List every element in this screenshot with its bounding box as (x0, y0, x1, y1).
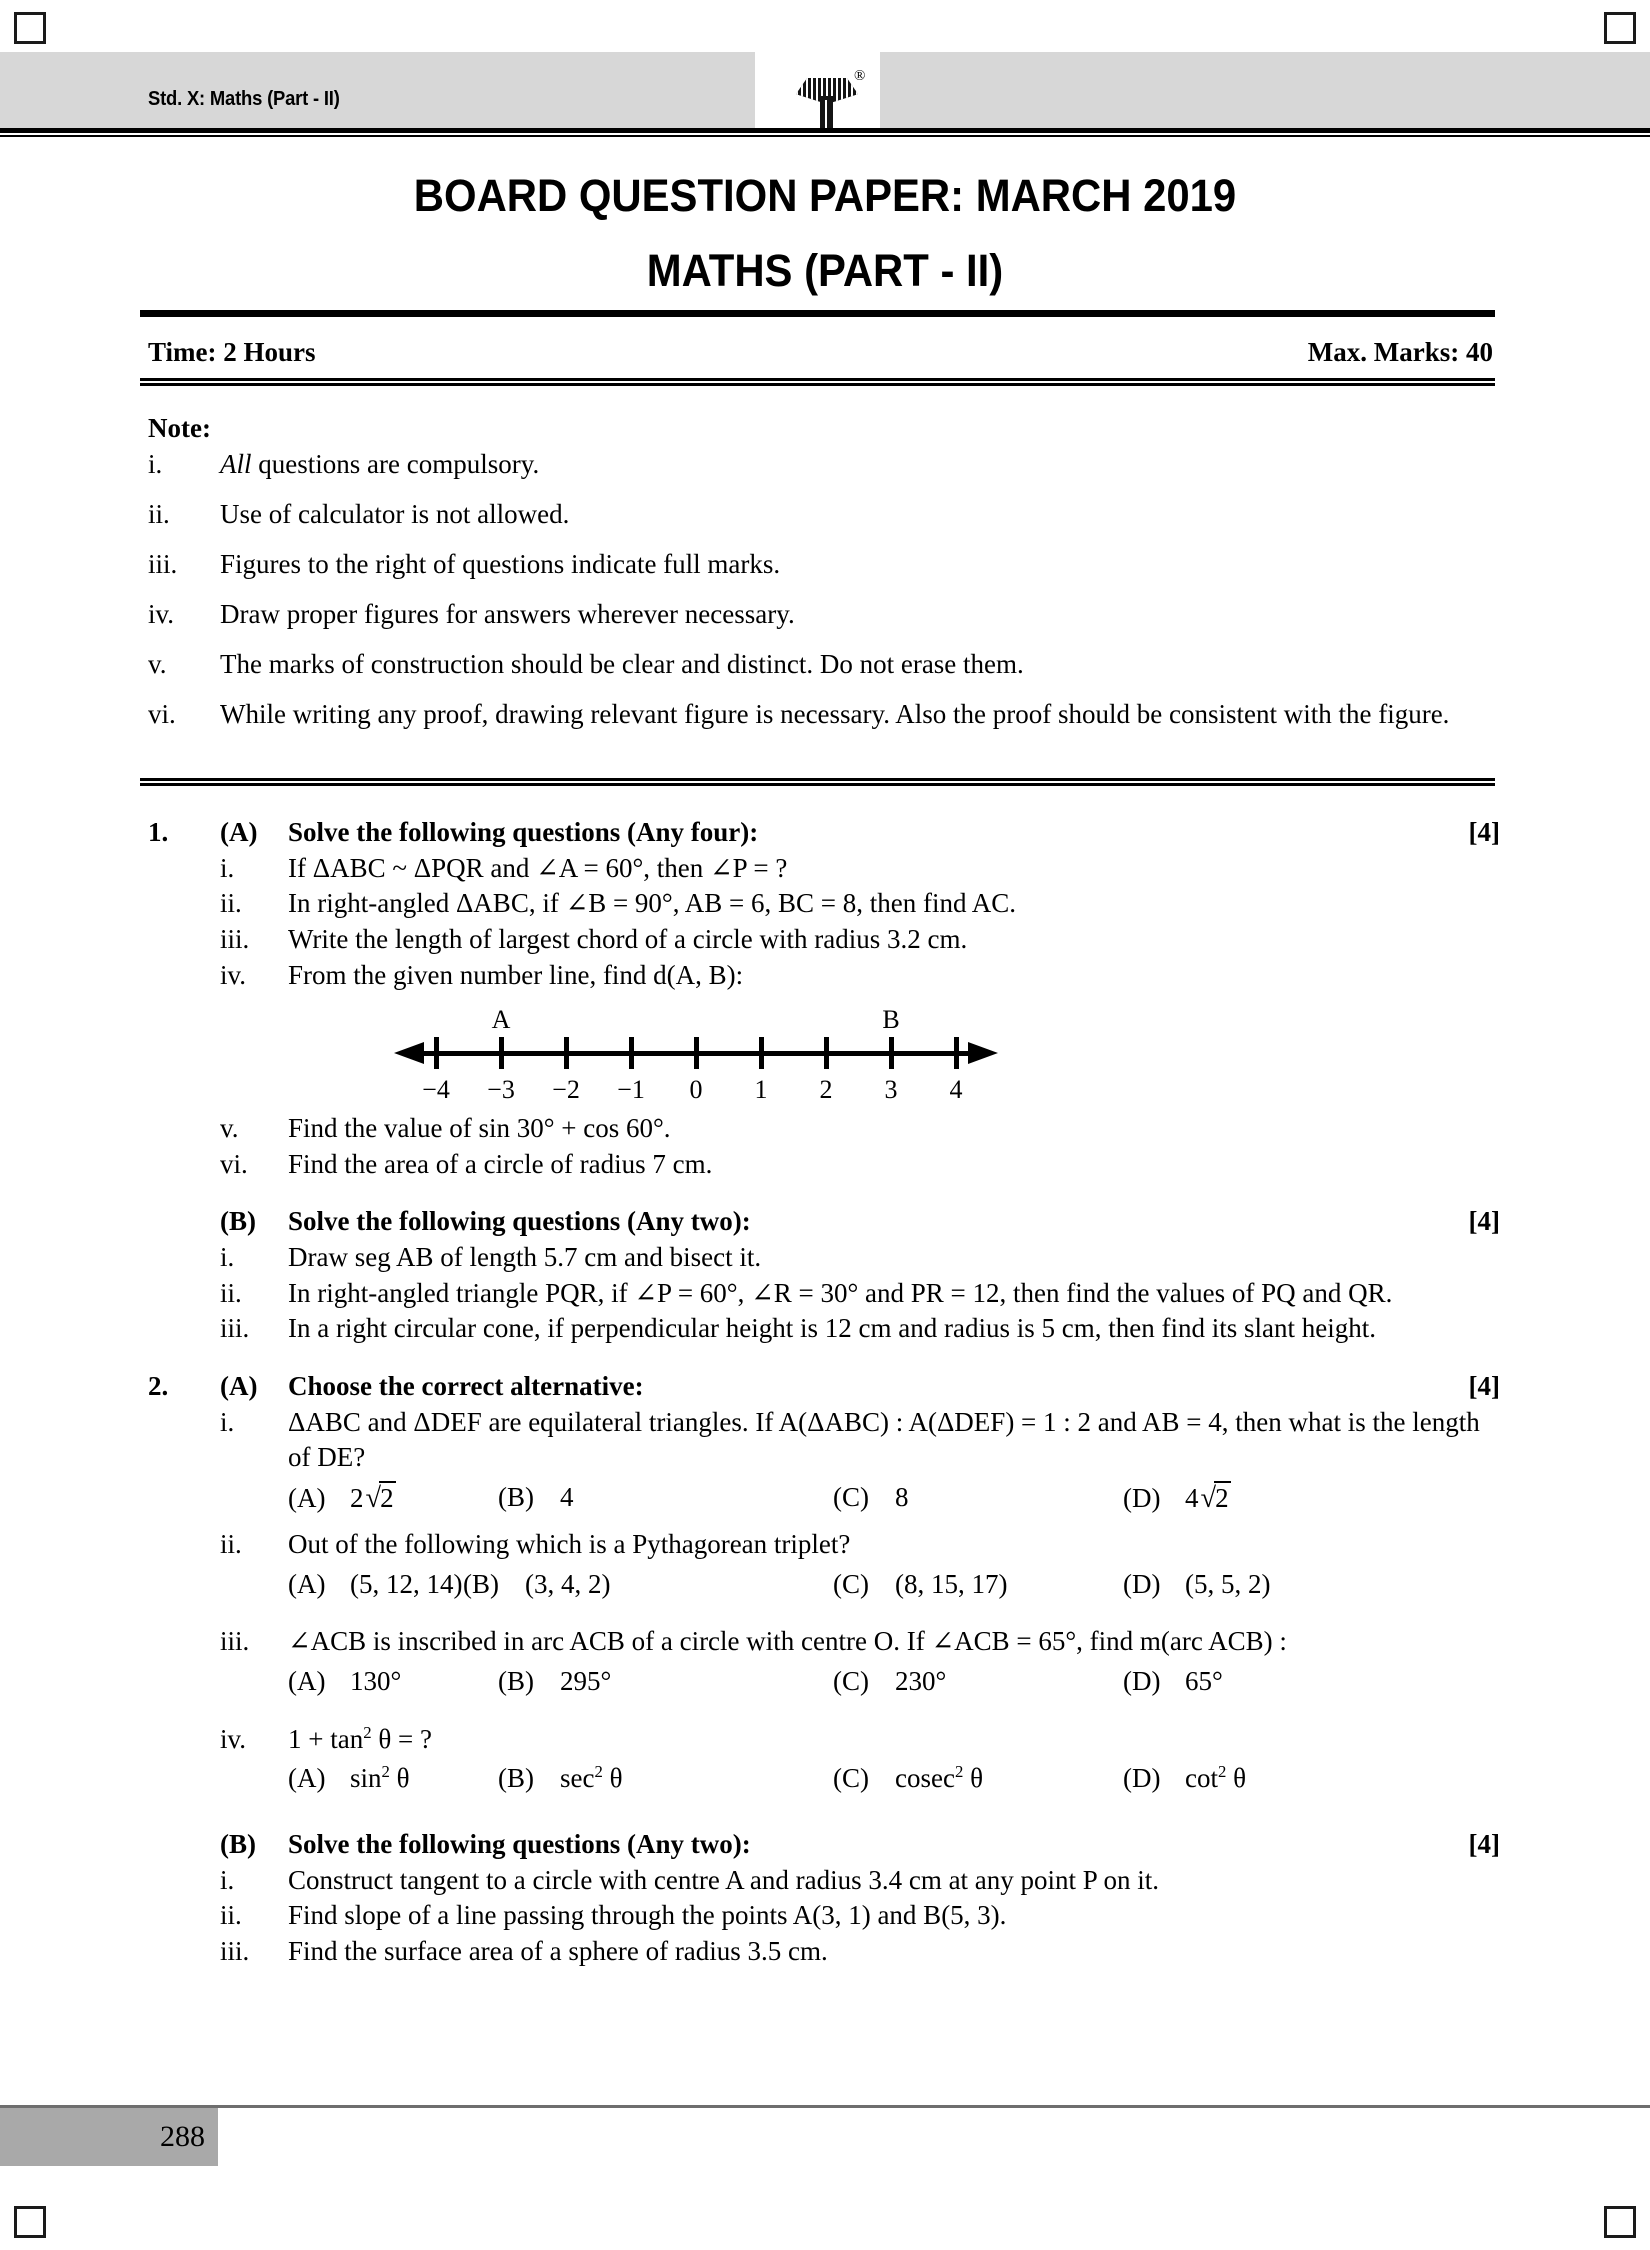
option-value: (3, 4, 2) (525, 1568, 611, 1599)
questions-container (148, 815, 1500, 1969)
question-2a-item (148, 1624, 1500, 1660)
number-line-figure (376, 999, 1016, 1111)
option-tag: (D) (1123, 1482, 1161, 1513)
option-value: (5, 12, 14) (350, 1568, 463, 1599)
target-logo-icon (788, 56, 880, 136)
option-tag: (C) (833, 1568, 869, 1599)
item-number: ii. (220, 1277, 242, 1308)
question-1a-tag: (A) (220, 817, 258, 847)
item-number: ii. (220, 1900, 242, 1931)
item-text: Out of the following which is a Pythagorean triplet? (288, 1529, 851, 1560)
note-item-number: vi. (148, 699, 176, 730)
option-tag: (A) (288, 1568, 326, 1599)
number-line-label: −2 (552, 1075, 580, 1105)
item-number: iii. (220, 1935, 250, 1966)
item-number: i. (220, 1242, 235, 1272)
number-line-tick (759, 1037, 764, 1069)
question-1a-item (148, 851, 1500, 887)
question-2b-item (148, 1863, 1500, 1899)
header-strip-right (880, 52, 1650, 134)
number-line-axis (422, 1051, 982, 1056)
note-item-number: iii. (148, 549, 178, 580)
note-item-number: v. (148, 649, 167, 680)
item-text: In right-angled ΔABC, if ∠B = 90°, AB = 6, BC = 8, then find AC. (288, 888, 1016, 919)
option-d[interactable] (1123, 1567, 1373, 1603)
page-title: BOARD QUESTION PAPER: MARCH 2019 (413, 170, 1237, 221)
item-number: iii. (220, 923, 250, 954)
number-line-point-a: A (491, 1005, 511, 1035)
number-line-tick (629, 1037, 634, 1069)
note-item (148, 697, 1500, 731)
title-underline (140, 310, 1495, 317)
note-item (148, 447, 1500, 481)
item-number: ii. (220, 888, 242, 919)
exam-max-marks: Max. Marks: 40 (1307, 337, 1493, 367)
option-group (288, 1761, 1500, 1797)
question-1a-item (148, 1111, 1500, 1147)
note-list (148, 447, 1500, 747)
option-group (288, 1664, 1500, 1700)
header-strip-left (0, 52, 755, 134)
question-1b-heading: Solve the following questions (Any two): (288, 1206, 751, 1237)
number-line-label: −3 (487, 1075, 515, 1105)
option-value: 65° (1185, 1666, 1223, 1697)
note-item-emphasis: All (220, 449, 252, 479)
item-text: $1 + \tan^2 \theta$ = ? (288, 1722, 432, 1754)
item-number: iii. (220, 1313, 250, 1344)
item-text: Construct tangent to a circle with centre A and radius 3.4 cm at any point P on it. (288, 1864, 1160, 1895)
option-tag: (D) (1123, 1666, 1161, 1697)
note-item-text (220, 447, 1500, 481)
option-d[interactable] (1123, 1664, 1373, 1700)
option-c[interactable] (833, 1664, 1123, 1700)
option-tag: (A) (288, 1763, 326, 1794)
item-text: If ΔABC ~ ΔPQR and ∠A = 60°, then ∠P = ? (288, 852, 788, 883)
option-a[interactable] (288, 1567, 463, 1603)
option-group (288, 1567, 1500, 1603)
question-2a-item-options-row (148, 1757, 1500, 1797)
item-text: In a right circular cone, if perpendicular height is 12 cm and radius is 5 cm, then find its slant height. (288, 1313, 1376, 1344)
note-item-number: iv. (148, 599, 174, 630)
question-2a-item (148, 1405, 1500, 1476)
number-line-tick (499, 1037, 504, 1069)
crop-mark-bottom-right (1604, 2206, 1636, 2238)
item-number: i. (220, 1406, 235, 1437)
number-line-tick (889, 1037, 894, 1069)
exam-time: Time: 2 Hours (148, 337, 316, 367)
option-value: (5, 5, 2) (1185, 1568, 1271, 1599)
question-2b-heading: Solve the following questions (Any two): (288, 1828, 751, 1859)
option-group (288, 1480, 1500, 1517)
option-value: 130° (350, 1666, 402, 1697)
running-header-label: Std. X: Maths (Part - II) (148, 88, 340, 110)
note-item (148, 547, 1500, 581)
number-line-label: 0 (689, 1075, 703, 1105)
item-text: Draw seg AB of length 5.7 cm and bisect it. (288, 1242, 762, 1272)
question-1a-item (148, 886, 1500, 922)
item-text: Find slope of a line passing through the points A(3, 1) and B(5, 3). (288, 1900, 1007, 1931)
note-item-number: i. (148, 449, 163, 479)
option-d[interactable] (1123, 1480, 1373, 1517)
option-b[interactable] (498, 1664, 833, 1700)
note-item (148, 597, 1500, 631)
question-1a-item (148, 958, 1500, 994)
item-number: iv. (220, 1723, 246, 1754)
item-number: iii. (220, 1626, 250, 1657)
number-line-tick (694, 1037, 699, 1069)
number-line-arrow-left-icon (394, 1042, 424, 1064)
question-1b-item (148, 1240, 1500, 1276)
option-b[interactable] (498, 1761, 833, 1797)
option-value: cosec$^2$ θ (895, 1762, 984, 1794)
meta-divider (140, 378, 1495, 386)
note-item-text: While writing any proof, drawing relevant figure is necessary. Also the proof should be consistent with the figure. (220, 699, 1450, 730)
option-value: (8, 15, 17) (895, 1568, 1008, 1599)
footer-divider (0, 2105, 1650, 2108)
number-line-tick (824, 1037, 829, 1069)
option-a[interactable] (288, 1480, 498, 1517)
item-text: ∠ACB is inscribed in arc ACB of a circle with centre O. If ∠ACB = 65°, find m(arc ACB) : (288, 1626, 1287, 1657)
note-item (148, 497, 1500, 531)
number-line-tick (564, 1037, 569, 1069)
number-line-tick (434, 1037, 439, 1069)
note-heading: Note: (148, 413, 211, 443)
option-value: 230° (895, 1666, 947, 1697)
question-2b-heading-row (148, 1827, 1500, 1863)
option-tag: (C) (833, 1666, 869, 1697)
number-line-label: 3 (884, 1075, 898, 1105)
option-tag: (B) (498, 1481, 534, 1512)
question-2a-heading-row (148, 1369, 1500, 1405)
item-text: ΔABC and ΔDEF are equilateral triangles. If A(ΔABC) : A(ΔDEF) = 1 : 2 and AB = 4, then what is the length of DE? (288, 1406, 1480, 1473)
question-1b-marks: [4] (1468, 1206, 1500, 1237)
option-d[interactable] (1123, 1761, 1373, 1797)
option-tag: (B) (498, 1666, 534, 1697)
question-2-number: 2. (148, 1370, 169, 1401)
question-1a-heading: Solve the following questions (Any four): (288, 817, 759, 847)
option-value: 295° (560, 1666, 612, 1697)
item-text: In right-angled triangle PQR, if ∠P = 60°, ∠R = 30° and PR = 12, then find the values of PQ and QR. (288, 1277, 1393, 1308)
number-line-label: 2 (819, 1075, 833, 1105)
question-2b-item (148, 1934, 1500, 1970)
question-1b-tag: (B) (220, 1206, 256, 1237)
number-line-label: 1 (754, 1075, 768, 1105)
option-a[interactable] (288, 1664, 498, 1700)
number-line-label: −1 (617, 1075, 645, 1105)
page-subtitle: MATHS (PART - II) (646, 245, 1004, 296)
question-1a-heading-row (148, 815, 1500, 851)
number-line-tick (954, 1037, 959, 1069)
crop-mark-top-left (14, 12, 46, 44)
option-value: $\sec^2 \theta$ (560, 1762, 623, 1794)
item-number: iv. (220, 959, 246, 990)
question-2a-heading: Choose the correct alternative: (288, 1370, 644, 1401)
header-divider (0, 128, 1650, 137)
page-number: 288 (160, 2120, 205, 2153)
option-c[interactable] (833, 1480, 1123, 1517)
option-value: 2√2 (350, 1482, 394, 1514)
item-number: ii. (220, 1529, 242, 1560)
option-value: $\cot^2 \theta$ (1185, 1762, 1247, 1794)
option-value: 4 (560, 1481, 574, 1512)
note-item-text: Draw proper figures for answers wherever necessary. (220, 599, 795, 630)
item-text: Write the length of largest chord of a circle with radius 3.2 cm. (288, 923, 968, 954)
question-2a-item-options-row (148, 1476, 1500, 1517)
note-item-text: The marks of construction should be clear and distinct. Do not erase them. (220, 649, 1024, 680)
option-value: 8 (895, 1481, 909, 1512)
option-tag: (B) (498, 1763, 534, 1794)
option-tag: (A) (288, 1482, 326, 1513)
option-value: 4√2 (1185, 1482, 1229, 1514)
question-2a-item (148, 1527, 1500, 1563)
question-2a-tag: (A) (220, 1370, 258, 1401)
note-item-rest: questions are compulsory. (251, 449, 540, 479)
question-2a-item (148, 1722, 1500, 1758)
question-1b-heading-row (148, 1204, 1500, 1240)
crop-mark-top-right (1604, 12, 1636, 44)
question-2b-tag: (B) (220, 1828, 256, 1859)
option-tag: (C) (833, 1481, 869, 1512)
note-item-text: Figures to the right of questions indicate full marks. (220, 549, 781, 580)
option-value: $\sin^2 \theta$ (350, 1762, 410, 1794)
option-c[interactable] (833, 1567, 1123, 1603)
question-2b-marks: [4] (1468, 1828, 1500, 1859)
option-tag: (B) (463, 1568, 499, 1599)
item-text: From the given number line, find d(A, B): (288, 959, 744, 990)
note-item-text: Use of calculator is not allowed. (220, 499, 570, 530)
option-a[interactable] (288, 1761, 498, 1797)
item-number: vi. (220, 1148, 248, 1179)
question-1b-item (148, 1276, 1500, 1312)
option-c[interactable] (833, 1761, 1123, 1797)
number-line-figure-row (148, 993, 1500, 1111)
questions-divider (140, 778, 1495, 786)
item-number: i. (220, 852, 235, 883)
option-b[interactable] (498, 1480, 833, 1517)
question-1b-item (148, 1311, 1500, 1347)
item-number: i. (220, 1864, 235, 1895)
item-text: Find the area of a circle of radius 7 cm. (288, 1148, 713, 1179)
option-tag: (A) (288, 1666, 326, 1697)
note-item-number: ii. (148, 499, 170, 530)
question-1a-marks: [4] (1468, 817, 1500, 847)
question-1a-item (148, 922, 1500, 958)
number-line-point-b: B (882, 1005, 900, 1035)
option-tag: (C) (833, 1763, 869, 1794)
crop-mark-bottom-left (14, 2206, 46, 2238)
exam-meta-row (148, 337, 1493, 368)
number-line-label: −4 (422, 1075, 450, 1105)
note-item (148, 647, 1500, 681)
option-tag: (D) (1123, 1568, 1161, 1599)
item-text: Find the value of sin 30° + cos 60°. (288, 1113, 671, 1144)
question-2a-item-options-row (148, 1660, 1500, 1700)
question-1a-item (148, 1147, 1500, 1183)
question-1-number: 1. (148, 817, 169, 847)
registered-trademark-icon: ® (854, 68, 866, 84)
number-line-label: 4 (949, 1075, 963, 1105)
option-tag: (D) (1123, 1763, 1161, 1794)
item-text: Find the surface area of a sphere of radius 3.5 cm. (288, 1935, 828, 1966)
question-2a-item-options-row (148, 1563, 1500, 1603)
question-2b-item (148, 1898, 1500, 1934)
question-2a-marks: [4] (1468, 1370, 1500, 1401)
option-b[interactable] (463, 1567, 833, 1603)
item-number: v. (220, 1113, 239, 1144)
